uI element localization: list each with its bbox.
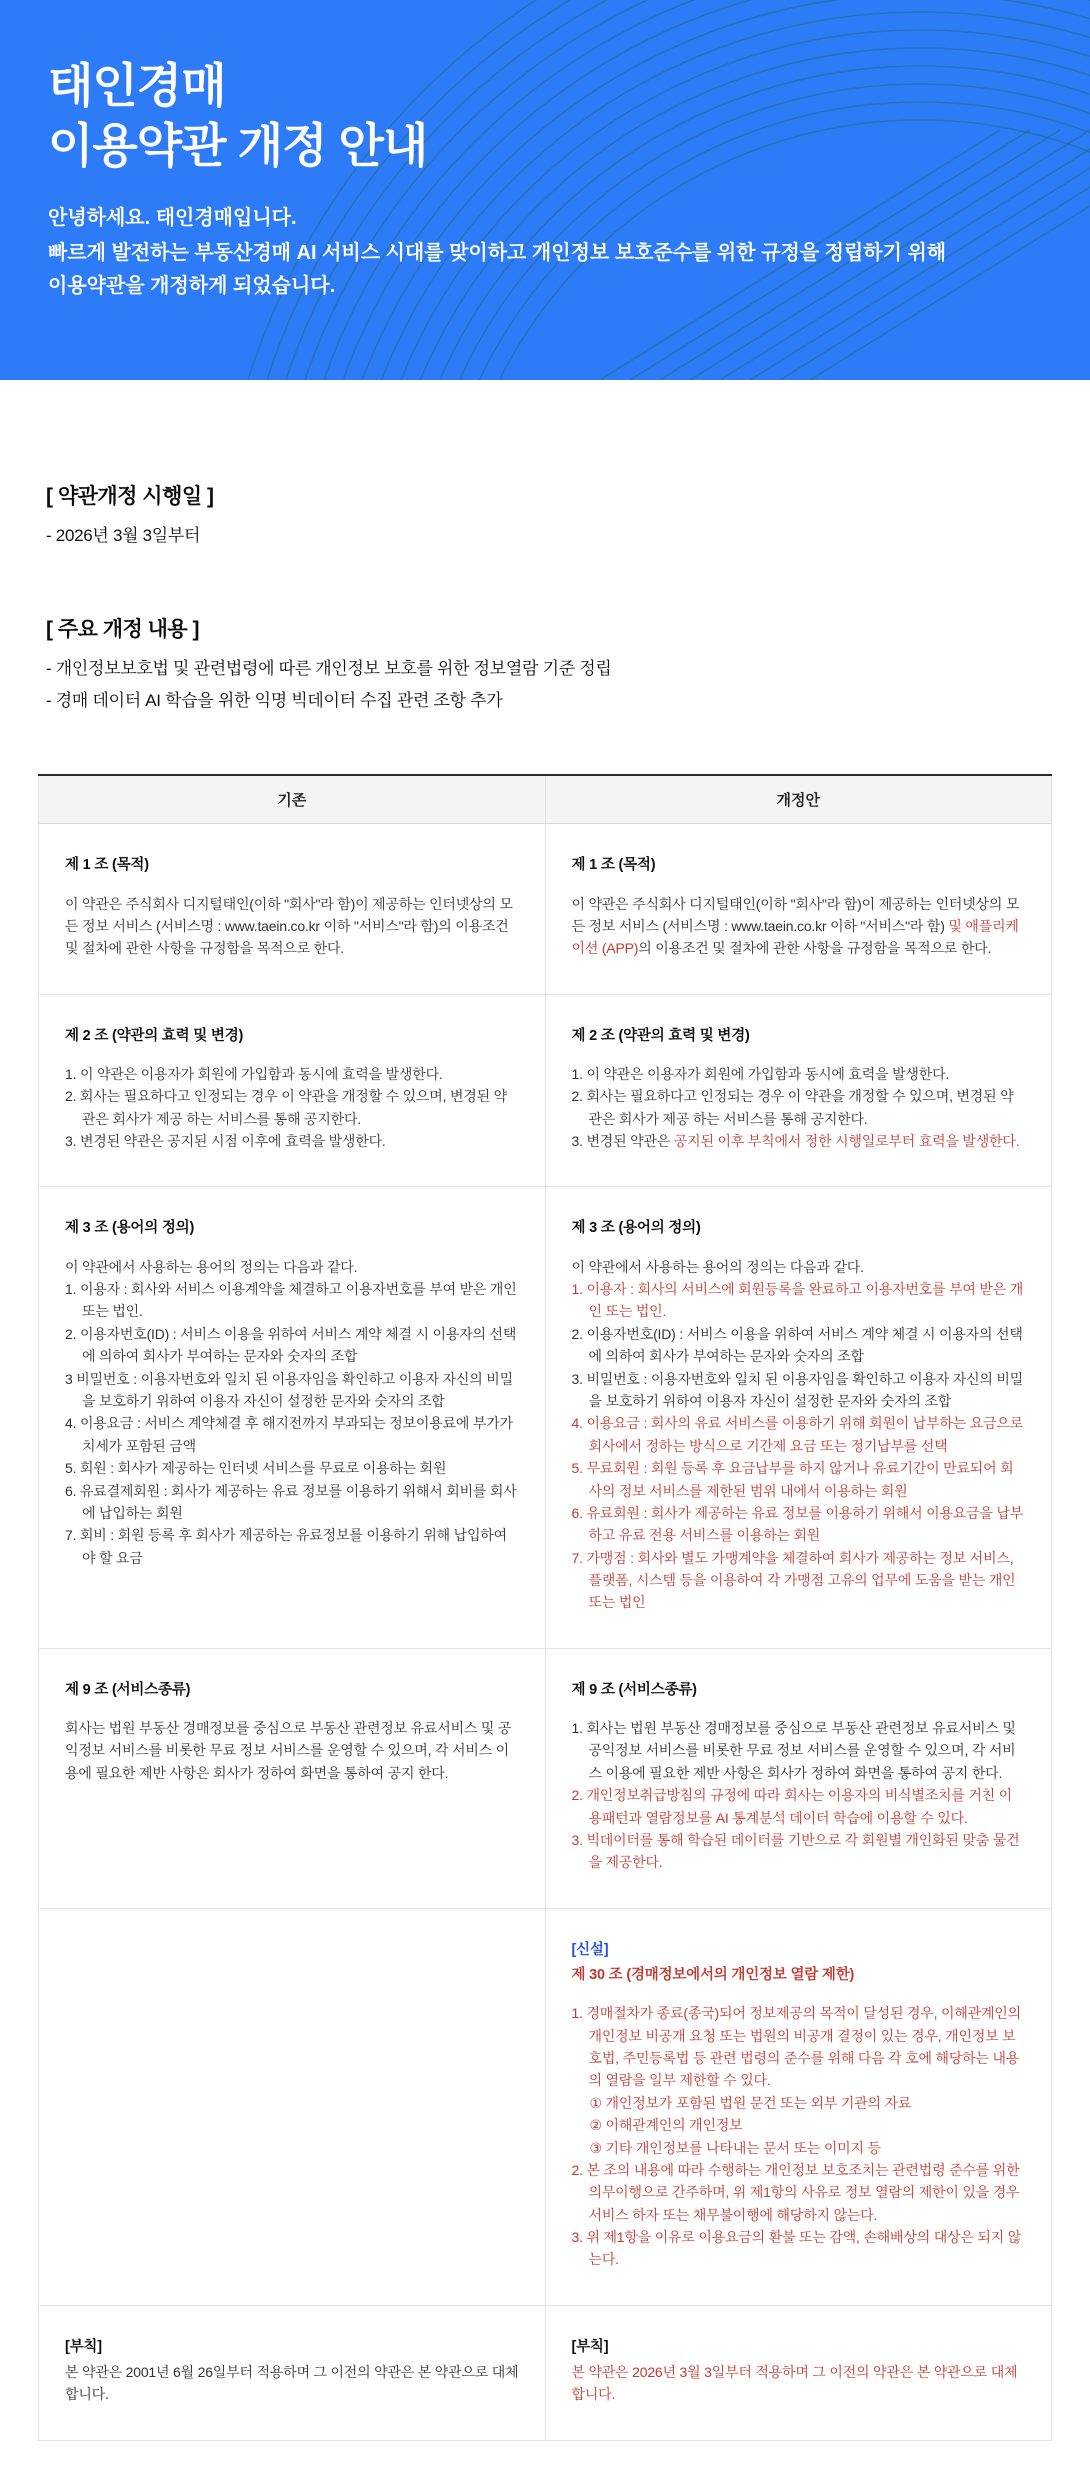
text-run: 1. 이용자 : 회사의 서비스에 회원등록을 완료하고 이용자번호를 부여 받은 개인 또는 법인.: [571, 1281, 1024, 1320]
clause-clause-title: [572, 854, 1026, 877]
clause-clause-title: [65, 1025, 519, 1048]
text-run: 3. 빅데이터를 통해 학습된 데이터를 기반으로 각 회원별 개인화된 맞춤 물건을 제공한다.: [571, 1832, 1020, 1871]
column-header-revised: 개정안: [545, 775, 1052, 824]
cell-existing: [39, 1648, 546, 1908]
hero-description: [48, 237, 1042, 302]
effective-date-label: [ 약관개정 시행일 ]: [46, 485, 214, 508]
text-run: [신설]: [571, 1941, 609, 1958]
clause-item: [572, 1278, 1026, 1323]
clause-clause-title: [572, 1679, 1026, 1702]
page-title-line2: 이용약관 개정 안내: [48, 119, 428, 173]
text-run: 회사는 법원 부동산 경매정보를 중심으로 부동산 관련정보 유료서비스 및 공익정보 서비스를 비롯한 무료 정보 서비스를 운영할 수 있으며, 각 서비스 이용에 필요한 제반 사항은 회사가 정하여 화면을 통하여 공지 한다.: [65, 1720, 512, 1781]
text-run: 제 1 조 (목적): [65, 857, 149, 874]
clause-body: [65, 2361, 519, 2406]
clause-clause-title: [65, 1679, 519, 1702]
text-run: 1. 이 약관은 이용자가 회원에 가입함과 동시에 효력을 발생한다.: [571, 1065, 950, 1082]
clause-item: [572, 1717, 1026, 1784]
clause-item: [572, 1829, 1026, 1874]
text-run: 제 2 조 (약관의 효력 및 변경): [571, 1027, 750, 1044]
text-run: 5. 무료회원 : 회원 등록 후 요금납부를 하지 않거나 유료기간이 만료되어 회사의 정보 서비스를 제한된 범위 내에서 이용하는 회원: [571, 1460, 1014, 1499]
comparison-table: [38, 774, 1052, 2441]
text-run: 3. 위 제1항을 이유로 이용요금의 환불 또는 감액, 손해배상의 대상은 되지 않는다.: [571, 2229, 1022, 2268]
comparison-table-header-row: [39, 775, 1052, 824]
clause-item: [65, 1524, 519, 1569]
text-run: 공지된 이후 부칙에서 정한 시행일로부터 효력을 발생한다.: [673, 1133, 1020, 1150]
text-run: 2. 본 조의 내용에 따라 수행하는 개인정보 보호조치는 관련법령 준수를 위한 의무이행으로 간주하며, 위 제1항의 사유로 정보 열람의 제한이 있을 경우 서비스 하자 또는 채무불이행에 해당하지 않는다.: [571, 2161, 1020, 2223]
clause-item: [65, 1278, 519, 1323]
clause-subitem: [572, 2137, 1026, 2159]
effective-date-items: [46, 520, 1052, 551]
text-run: 1. 경매절차가 종료(종국)되어 정보제공의 목적이 달성된 경우, 이해관계인의 개인정보 비공개 요청 또는 법원의 비공개 결정이 있는 경우, 개인정보 보호법, 주민등록법 등 관련 법령의 준수를 위해 다음 각 호에 해당하는 내용의 열람을 일부 제한할 수 있다.: [571, 2005, 1021, 2089]
clause-title-tight: [65, 2336, 519, 2359]
clause-item: [65, 1085, 519, 1130]
text-run: 2. 이용자번호(ID) : 서비스 이용을 위하여 서비스 계약 체결 시 이용자의 선택에 의하여 회사가 부여하는 문자와 숫자의 조합: [65, 1325, 517, 1365]
clause-clause-title: [572, 1217, 1026, 1240]
clause-item: [572, 1502, 1026, 1547]
text-run: 2. 이용자번호(ID) : 서비스 이용을 위하여 서비스 계약 체결 시 이용자의 선택에 의하여 회사가 부여하는 문자와 숫자의 조합: [571, 1325, 1023, 1365]
table-row: [39, 1908, 1052, 2305]
text-run: 제 3 조 (용어의 정의): [571, 1220, 701, 1237]
notice-body: [0, 480, 1090, 2491]
text-run: 및 애플리케이션 (APP): [571, 917, 1019, 957]
comparison-table-body: [39, 824, 1052, 2441]
clause-item: [572, 2002, 1026, 2092]
clause-item: [65, 1323, 519, 1368]
list-item: - 개인정보보호법 및 관련법령에 따른 개인정보 보호를 위한 정보열람 기준 정립: [46, 659, 612, 679]
cell-revised: [545, 1908, 1052, 2305]
cell-revised: [545, 1187, 1052, 1648]
text-run: 7. 회비 : 회원 등록 후 회사가 제공하는 유료정보를 이용하기 위해 납입하여야 할 요금: [65, 1527, 507, 1566]
cell-revised: [545, 994, 1052, 1187]
clause-item: [572, 2226, 1026, 2271]
text-run: ③ 기타 개인정보를 나타내는 문서 또는 이미지 등: [589, 2139, 881, 2156]
cell-existing: [39, 1908, 546, 2305]
clause-item: [572, 1784, 1026, 1829]
section-effective-date: [38, 480, 1052, 551]
clause-item: [65, 1412, 519, 1457]
clause-item: [65, 1480, 519, 1525]
table-row: [39, 1187, 1052, 1648]
text-run: 3. 비밀번호 : 이용자번호와 일치 된 이용자임을 확인하고 이용자 자신의 비밀을 보호하기 위하여 이용자 자신이 설정한 문자와 숫자의 조합: [571, 1370, 1024, 1409]
hero-description-line1: 빠르게 발전하는 부동산경매 AI 서비스 시대를 맞이하고 개인정보 보호준수를 위한 규정을 정립하기 위해: [48, 242, 947, 265]
clause-item: [572, 1063, 1026, 1085]
main-changes-items: [46, 653, 1052, 716]
clause-clause-title: [572, 1025, 1026, 1048]
list-item: - 2026년 3월 3일부터: [46, 526, 201, 545]
clause-item: [572, 1368, 1026, 1413]
clause-item: [65, 1130, 519, 1152]
text-run: [부칙]: [571, 2338, 609, 2355]
text-run: ① 개인정보가 포함된 법원 문건 또는 외부 기관의 자료: [589, 2094, 912, 2111]
text-run: 3. 변경된 약관은: [571, 1133, 674, 1150]
page-title-line1: 태인경매: [48, 59, 226, 112]
clause-title-red: [572, 1964, 1026, 1987]
text-run: 1. 이용자 : 회사와 서비스 이용계약을 체결하고 이용자번호를 부여 받은 개인 또는 법인.: [65, 1281, 517, 1320]
clause-clause-title: [65, 854, 519, 877]
hero-description-line2: 이용약관을 개정하게 되었습니다.: [48, 274, 336, 297]
cell-revised: [545, 824, 1052, 994]
text-run: 1. 이 약관은 이용자가 회원에 가입함과 동시에 효력을 발생한다.: [65, 1065, 443, 1082]
text-run: 2. 회사는 필요하다고 인정되는 경우 이 약관을 개정할 수 있으며, 변경된 약관은 회사가 제공 하는 서비스를 통해 공지한다.: [571, 1088, 1014, 1127]
list-item: - 경매 데이터 AI 학습을 위한 익명 빅데이터 수집 관련 조항 추가: [46, 690, 503, 710]
column-header-existing: 기존: [39, 775, 546, 824]
text-run: 제 1 조 (목적): [571, 857, 656, 874]
comparison-table-head: [39, 775, 1052, 824]
text-run: 1. 회사는 법원 부동산 경매정보를 중심으로 부동산 관련정보 유료서비스 및 공익정보 서비스를 비롯한 무료 정보 서비스를 운영할 수 있으며, 각 서비스 이용에 필요한 제반 사항은 회사가 정하여 화면을 통하여 공지 한다.: [571, 1720, 1016, 1781]
text-run: 제 2 조 (약관의 효력 및 변경): [65, 1027, 244, 1044]
cell-existing: [39, 1187, 546, 1648]
text-run: 6. 유료회원 : 회사가 제공하는 유료 정보를 이용하기 위해서 이용요금을 납부하고 유료 전용 서비스를 이용하는 회원: [571, 1504, 1024, 1544]
clause-item: [572, 2159, 1026, 2226]
text-run: 4. 이용요금 : 서비스 계약체결 후 해지전까지 부과되는 정보이용료에 부가가치세가 포함된 금액: [65, 1415, 513, 1454]
table-row: [39, 1648, 1052, 1908]
clause-body: [65, 1717, 519, 1784]
text-run: 본 약관은 2026년 3월 3일부터 적용하며 그 이전의 약관은 본 약관으로 대체합니다.: [571, 2364, 1018, 2403]
text-run: 3 비밀번호 : 이용자번호와 일치 된 이용자임을 확인하고 이용자 자신의 비밀을 보호하기 위하여 이용자 자신이 설정한 문자와 숫자의 조합: [65, 1370, 513, 1409]
clause-subitem: [572, 2114, 1026, 2136]
text-run: 의 이용조건 및 절차에 관한 사항을 규정함을 목적으로 한다.: [638, 940, 992, 957]
cell-revised: [545, 2305, 1052, 2440]
clause-item: [572, 1412, 1026, 1457]
text-run: 제 9 조 (서비스종류): [571, 1681, 697, 1698]
text-run: [부칙]: [65, 2338, 102, 2355]
hero-banner: [0, 0, 1090, 380]
text-run: 이 약관에서 사용하는 용어의 정의는 다음과 같다.: [571, 1258, 864, 1275]
text-run: 이 약관은 주식회사 디지털태인(이하 "회사"라 함)이 제공하는 인터넷상의 모든 정보 서비스 (서비스명 : www.taein.co.kr 이하 "서비스"라 함)의 이용조건 및 절차에 관한 사항을 규정함을 목적으로 한다.: [65, 895, 513, 957]
hero-greeting: 안녕하세요. 태인경매입니다.: [48, 207, 297, 230]
clause-item: [65, 1063, 519, 1085]
clause-item: [572, 1130, 1026, 1152]
clause-body: [572, 2361, 1026, 2406]
cell-existing: [39, 994, 546, 1187]
clause-item: [572, 1547, 1026, 1614]
clause-item: [572, 1085, 1026, 1130]
table-row: [39, 994, 1052, 1187]
table-row: [39, 824, 1052, 994]
clause-title-tight: [572, 2336, 1026, 2359]
text-run: 6. 유료결제회원 : 회사가 제공하는 유료 정보를 이용하기 위해서 회비를 회사에 납입하는 회원: [65, 1482, 517, 1521]
text-run: 제 9 조 (서비스종류): [65, 1681, 191, 1698]
clause-body: [65, 1256, 519, 1278]
clause-body: [572, 893, 1026, 960]
text-run: 본 약관은 2001년 6월 26일부터 적용하며 그 이전의 약관은 본 약관으로 대체합니다.: [65, 2364, 519, 2403]
cell-existing: [39, 2305, 546, 2440]
clause-subitem: [572, 2092, 1026, 2114]
text-run: 5. 회원 : 회사가 제공하는 인터넷 서비스를 무료로 이용하는 회원: [65, 1460, 447, 1477]
page-title: [48, 56, 1042, 176]
text-run: 4. 이용요금 : 회사의 유료 서비스를 이용하기 위해 회원이 납부하는 요금으로 회사에서 정하는 방식으로 기간제 요금 또는 정기납부를 선택: [571, 1415, 1024, 1454]
text-run: 제 30 조 (경매정보에서의 개인정보 열람 제한): [571, 1966, 855, 1983]
clause-clause-title: [65, 1217, 519, 1240]
cell-revised: [545, 1648, 1052, 1908]
cell-existing: [39, 824, 546, 994]
text-run: 2. 회사는 필요하다고 인정되는 경우 이 약관을 개정할 수 있으며, 변경된 약관은 회사가 제공 하는 서비스를 통해 공지한다.: [65, 1088, 507, 1127]
text-run: 이 약관은 주식회사 디지털태인(이하 "회사"라 함)이 제공하는 인터넷상의 모든 정보 서비스 (서비스명 : www.taein.co.kr 이하 "서비스"라 함): [571, 895, 1020, 934]
text-run: 7. 가맹점 : 회사와 별도 가맹계약을 체결하여 회사가 제공하는 정보 서비스, 플랫폼, 시스템 등을 이용하여 각 가맹점 고유의 업무에 도움을 받는 개인 또는 법인: [571, 1549, 1016, 1611]
text-run: 3. 변경된 약관은 공지된 시점 이후에 효력을 발생한다.: [65, 1133, 386, 1150]
table-row: [39, 2305, 1052, 2440]
main-changes-label: [ 주요 개정 내용 ]: [46, 618, 200, 642]
clause-item: [572, 1323, 1026, 1368]
clause-body: [572, 1256, 1026, 1278]
section-main-changes: [38, 613, 1052, 716]
clause-body: [65, 893, 519, 960]
clause-label-blue: [572, 1939, 1026, 1962]
clause-item: [65, 1368, 519, 1413]
clause-item: [65, 1457, 519, 1479]
text-run: 이 약관에서 사용하는 용어의 정의는 다음과 같다.: [65, 1258, 358, 1275]
text-run: ② 이해관계인의 개인정보: [589, 2117, 743, 2134]
clause-item: [572, 1457, 1026, 1502]
text-run: 2. 개인정보취급방침의 규정에 따라 회사는 이용자의 비식별조치를 거친 이용패턴과 열람정보를 AI 통계분석 데이터 학습에 이용할 수 있다.: [571, 1787, 1013, 1826]
text-run: 제 3 조 (용어의 정의): [65, 1220, 195, 1237]
